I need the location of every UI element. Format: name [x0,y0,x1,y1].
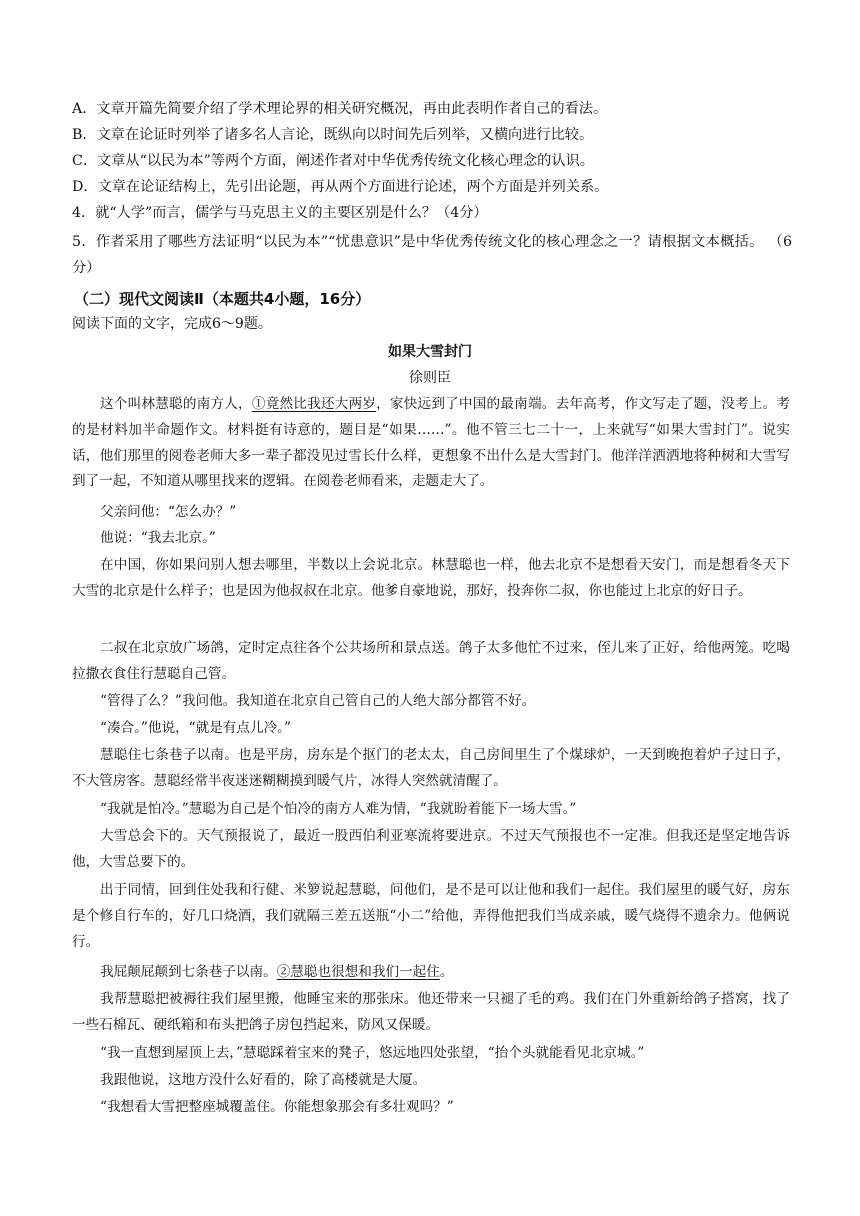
paragraph-16: “我想看大雪把整座城覆盖住。你能想象那会有多壮观吗？” [100,1099,454,1115]
article-author: 徐则臣 [409,370,451,386]
paragraph-12-end: 。 [439,964,454,980]
paragraph-5: 二叔在北京放广场鸽，定时定点往各个公共场所和景点送。鸽子太多他忙不过来，侄儿来了正好，给他两笼。吃喝拉撒衣食住行慧聪自己管。 [72,640,790,682]
paragraph-11: 出于同情，回到住处我和行健、米箩说起慧聪，问他们，是不是可以让他和我们一起住。我们屋里的暖气好，房东是个修自行车的，好几口烧酒，我们就隔三差五送瓶“小二”给他，弄得他把我们当成亲戚，暖气烧得不遗余力。他俩说行。 [72,882,790,950]
paragraph-1-lead: 这个叫林慧聪的南方人， [100,396,252,412]
paragraph-6: “管得了么？”我问他。我知道在北京自己管自己的人绝大部分都管不好。 [100,693,536,709]
option-b: B．文章在论证时列举了诸多名人言论，既纵向以时间先后列举，又横向进行比较。 [72,127,594,143]
paragraph-7: “凑合。”他说，“就是有点儿冷。” [100,720,291,736]
option-c: C．文章从“以民为本”等两个方面，阐述作者对中华优秀传统文化核心理念的认识。 [72,153,594,169]
underlined-sentence-2: ②慧聪也很想和我们一起住 [276,964,440,980]
option-a: A．文章开篇先简要介绍了学术理论界的相关研究概况，再由此表明作者自己的看法。 [72,101,608,117]
paragraph-9: “我就是怕冷。”慧聪为自己是个怕冷的南方人难为情，“我就盼着能下一场大雪。” [100,801,577,817]
paragraph-1 [72,392,790,495]
paragraph-10: 大雪总会下的。天气预报说了，最近一股西伯利亚寒流将要进京。不过天气预报也不一定准。但我还是坚定地告诉他，大雪总要下的。 [72,828,790,870]
paragraph-1-rest: ，家快远到了中国的最南端。去年高考，作文写走了题，没考上。考的是材料加半命题作文。材料挺有诗意的，题目是“如果……”。他不管三七二十一，上来就写“如果大雪封门”。说实话，他们那里的阅卷老师大多一辈子都没见过雪长什么样，更想象不出什么是大雪封门。他洋洋洒洒地将种树和大雪写到了一起，不知道从哪里找来的逻辑。在阅卷老师看来，走题走大了。 [72,396,791,490]
article-title: 如果大雪封门 [388,344,472,360]
paragraph-3: 他说：“我去北京。” [100,530,216,546]
question-5: 5．作者采用了哪些方法证明“以民为本”“忧患意识”是中华优秀传统文化的核心理念之一？请根据文本概括。 （6分） [72,234,792,276]
paragraph-12-lead: 我屁颠屁颠到七条巷子以南。 [100,964,277,980]
reading-instruction: 阅读下面的文字，完成6～9题。 [72,316,272,332]
paragraph-14: “我一直想到屋顶上去，”慧聪踩着宝来的凳子，悠远地四处张望，“抬个头就能看见北京城。” [100,1045,645,1061]
paragraph-2: 父亲问他：“怎么办？” [100,504,237,520]
paragraph-15: 我跟他说，这地方没什么好看的，除了高楼就是大厦。 [100,1072,427,1088]
question-4: 4．就“人学”而言，儒学与马克思主义的主要区别是什么？（4分） [72,205,488,221]
paragraph-8: 慧聪住七条巷子以南。也是平房，房东是个抠门的老太太，自己房间里生了个煤球炉，一天到晚抱着炉子过日子，不大管房客。慧聪经常半夜迷迷糊糊摸到暖气片，冰得人突然就清醒了。 [72,747,790,789]
section-heading: （二）现代文阅读Ⅱ（本题共4小题，16分） [74,290,371,308]
underlined-sentence-1: ①竟然比我还大两岁 [251,396,377,412]
paragraph-13: 我帮慧聪把被褥往我们屋里搬，他睡宝来的那张床。他还带来一只褪了毛的鸡。我们在门外重新给鸽子搭窝，找了一些石棉瓦、硬纸箱和布头把鸽子房包挡起来，防风又保暖。 [72,991,790,1033]
paragraph-4: 在中国，你如果问别人想去哪里，半数以上会说北京。林慧聪也一样，他去北京不是想看天安门，而是想看冬天下大雪的北京是什么样子；也是因为他叔叔在北京。他爹自豪地说，那好，投奔你二叔，你也能过上北京的好日子。 [72,557,790,599]
option-d: D．文章在论证结构上，先引出论题，再从两个方面进行论述，两个方面是并列关系。 [72,179,609,195]
paragraph-12 [72,960,790,986]
